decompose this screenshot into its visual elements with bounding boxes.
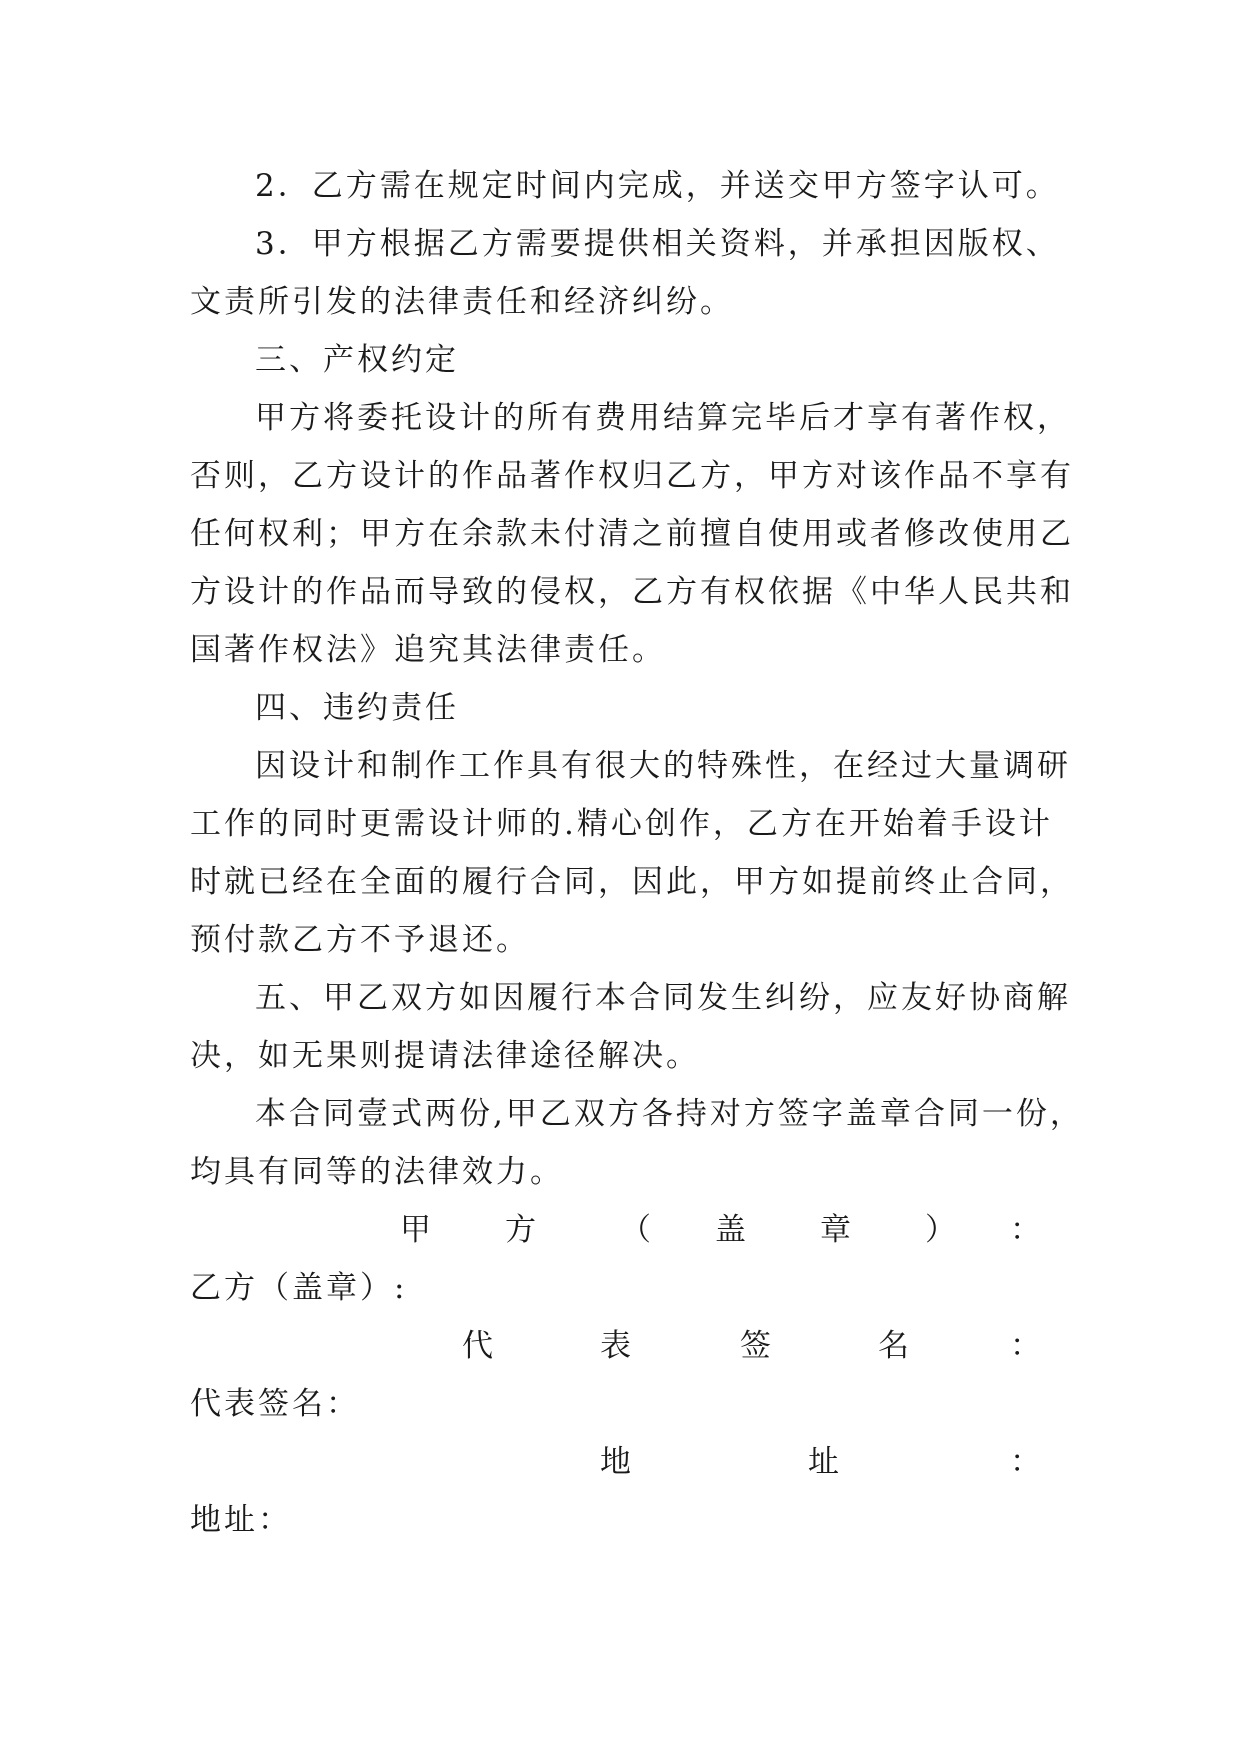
clause-3-line-2: 文责所引发的法律责任和经济纠纷。 [190, 284, 734, 320]
section-5-line: 决，如无果则提请法律途径解决。 [190, 1038, 700, 1074]
sig-char: 方 [505, 1212, 536, 1248]
sig-char: 名 [878, 1328, 909, 1364]
section-3-line: 甲方将委托设计的所有费用结算完毕后才享有著作权， [255, 400, 1071, 436]
rep-sign-a-label [0, 1324, 1241, 1368]
sig-char: 盖 [715, 1212, 746, 1248]
sig-char: ） [925, 1212, 956, 1248]
closing-line: 本合同壹式两份,甲乙双方各持对方签字盖章合同一份， [255, 1096, 1084, 1132]
sig-char: ： [1010, 1444, 1041, 1480]
sig-char: 表 [600, 1328, 631, 1364]
address-b-label: 地址： [190, 1502, 292, 1538]
sig-char: 地 [600, 1444, 631, 1480]
rep-sign-b-label: 代表签名： [190, 1386, 360, 1422]
section-3-line: 方设计的作品而导致的侵权，乙方有权依据《中华人民共和 [190, 574, 1074, 610]
section-3-heading: 三、产权约定 [255, 342, 459, 378]
section-5-line: 五、甲乙双方如因履行本合同发生纠纷，应友好协商解 [255, 980, 1071, 1016]
sig-char: 签 [740, 1328, 771, 1364]
section-3-line: 否则，乙方设计的作品著作权归乙方，甲方对该作品不享有 [190, 458, 1074, 494]
section-3-line: 国著作权法》追究其法律责任。 [190, 632, 666, 668]
sig-char: 甲 [400, 1212, 431, 1248]
section-4-line: 预付款乙方不予退还。 [190, 922, 530, 958]
clause-2: 2．乙方需在规定时间内完成，并送交甲方签字认可。 [255, 168, 1060, 204]
address-a-label [0, 1440, 1241, 1484]
section-4-line: 时就已经在全面的履行合同，因此，甲方如提前终止合同， [190, 864, 1074, 900]
section-4-line: 工作的同时更需设计师的.精心创作，乙方在开始着手设计 [190, 806, 1053, 842]
closing-line: 均具有同等的法律效力。 [190, 1154, 564, 1190]
party-a-seal-label [0, 1208, 1241, 1252]
section-4-heading: 四、违约责任 [255, 690, 459, 726]
sig-char: 章 [820, 1212, 851, 1248]
sig-char: 址 [808, 1444, 839, 1480]
sig-char: ： [1010, 1328, 1041, 1364]
clause-3-line-1: 3．甲方根据乙方需要提供相关资料，并承担因版权、 [255, 226, 1060, 262]
party-b-seal-label: 乙方（盖章）: [190, 1270, 408, 1306]
sig-char: 代 [462, 1328, 493, 1364]
section-4-line: 因设计和制作工作具有很大的特殊性，在经过大量调研 [255, 748, 1071, 784]
sig-char: （ [620, 1212, 651, 1248]
section-3-line: 任何权利；甲方在余款未付清之前擅自使用或者修改使用乙 [190, 516, 1074, 552]
sig-char: ： [1010, 1212, 1041, 1248]
